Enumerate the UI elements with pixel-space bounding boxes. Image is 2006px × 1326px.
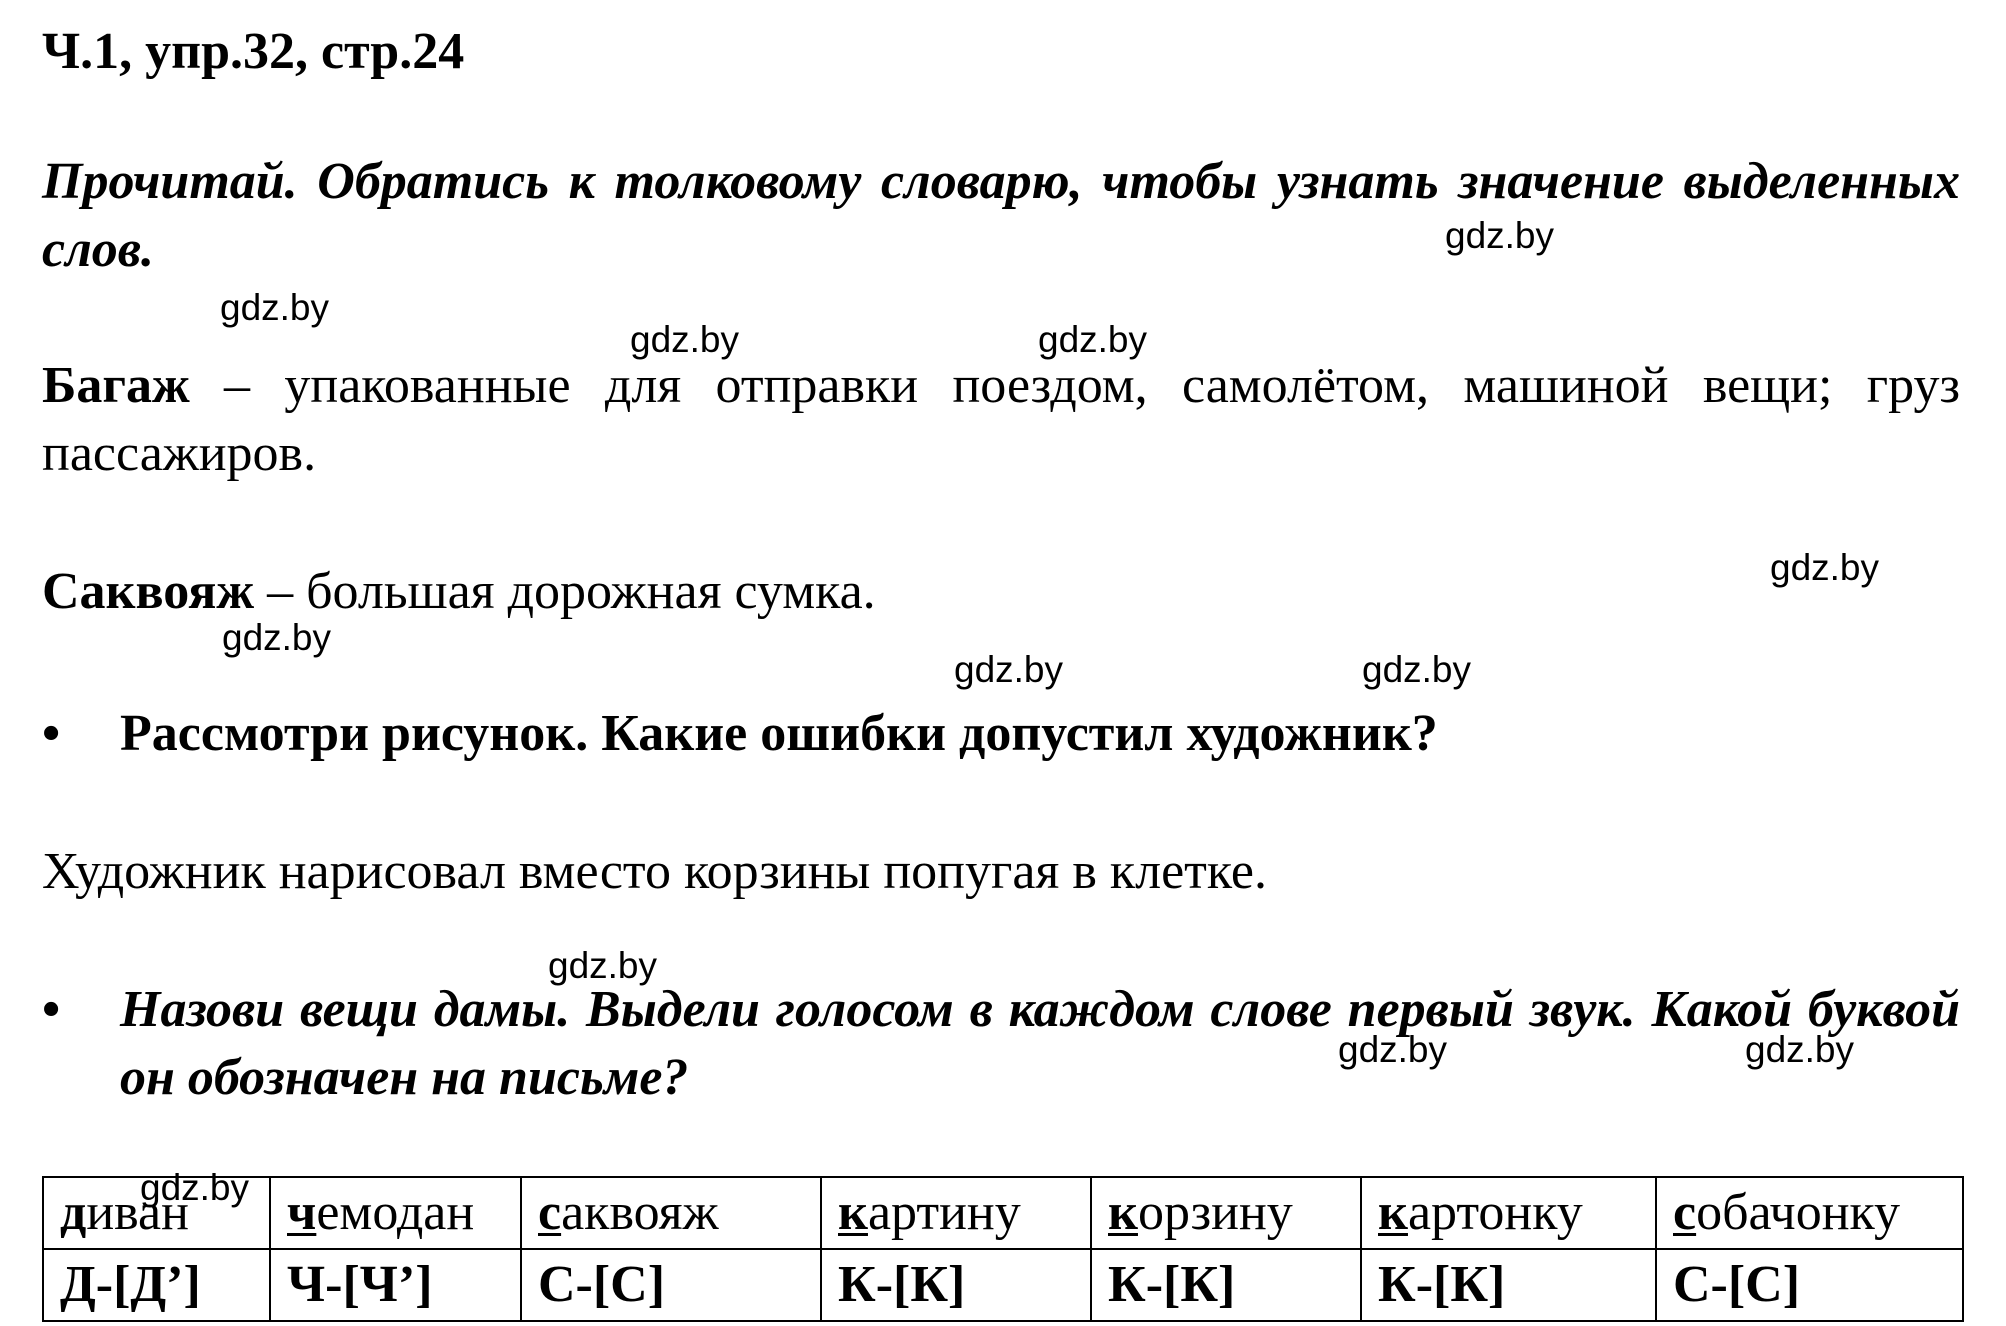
first-letter: к — [1108, 1184, 1138, 1241]
task-instruction: Прочитай. Обратись к толковому словарю, чтобы узнать значение выделенных слов. — [42, 153, 1960, 278]
definition-text: – упакованные для отправки поездом, самолётом, машиной вещи; груз пассажиров. — [42, 357, 1960, 482]
table-cell-sound: Д-[Д’] — [43, 1249, 270, 1321]
word-rest: обачонку — [1696, 1184, 1901, 1241]
watermark: gdz.by — [954, 649, 1064, 690]
table-cell-word — [821, 1177, 1091, 1249]
table-cell-word — [1091, 1177, 1361, 1249]
table-cell-word — [1361, 1177, 1656, 1249]
word-rest: артонку — [1407, 1184, 1583, 1241]
first-letter: к — [1378, 1184, 1408, 1241]
definition-sakvoyazh — [42, 558, 1960, 626]
table-cell-word — [270, 1177, 521, 1249]
first-letter: д — [60, 1184, 87, 1241]
watermark: gdz.by — [1445, 215, 1555, 256]
word-rest: емодан — [316, 1184, 475, 1241]
table-cell-word — [521, 1177, 821, 1249]
watermark: gdz.by — [548, 945, 658, 986]
word-rest: иван — [86, 1184, 189, 1241]
table-cell-sound: К-[К] — [1091, 1249, 1361, 1321]
watermark: gdz.by — [1338, 1029, 1448, 1070]
first-letter: к — [838, 1184, 868, 1241]
answer-text: Художник нарисовал вместо корзины попугая в клетке. — [42, 843, 1267, 900]
definition-bagazh — [42, 352, 1960, 488]
table-cell-sound: К-[К] — [821, 1249, 1091, 1321]
bullet-question-items — [42, 976, 1960, 1112]
watermark: gdz.by — [220, 287, 330, 328]
watermark: gdz.by — [1038, 319, 1148, 360]
table-cell-sound: С-[С] — [521, 1249, 821, 1321]
definition-text: – большая дорожная сумка. — [254, 563, 876, 620]
word-rest: аквояж — [561, 1184, 719, 1241]
first-letter: с — [1673, 1184, 1697, 1241]
table-cell-sound: С-[С] — [1656, 1249, 1963, 1321]
watermark: gdz.by — [140, 1167, 250, 1208]
definition-term: Саквояж — [42, 563, 255, 620]
question-text: Назови вещи дамы. Выдели голосом в каждом слове первый звук. Какой буквой он обозначен на письме? — [120, 981, 1960, 1106]
watermark: gdz.by — [1770, 547, 1880, 588]
first-letter: с — [538, 1184, 562, 1241]
bullet-question-picture — [42, 700, 1960, 768]
table-row-words — [43, 1177, 1963, 1249]
bullet-marker: • — [42, 981, 61, 1038]
first-letter: ч — [287, 1184, 317, 1241]
bullet-marker: • — [42, 705, 61, 762]
table-cell-word — [1656, 1177, 1963, 1249]
word-rest: артину — [867, 1184, 1021, 1241]
table-row-sounds — [43, 1249, 1963, 1321]
watermark: gdz.by — [1362, 649, 1472, 690]
letters-table — [42, 1176, 1964, 1322]
watermark: gdz.by — [630, 319, 740, 360]
definition-term: Багаж — [42, 357, 190, 414]
table-cell-sound: К-[К] — [1361, 1249, 1656, 1321]
page-title: Ч.1, упр.32, стр.24 — [42, 23, 465, 80]
word-rest: орзину — [1137, 1184, 1293, 1241]
question-text: Рассмотри рисунок. Какие ошибки допустил художник? — [120, 705, 1438, 762]
table-cell-sound: Ч-[Ч’] — [270, 1249, 521, 1321]
watermark: gdz.by — [222, 617, 332, 658]
watermark: gdz.by — [1745, 1029, 1855, 1070]
